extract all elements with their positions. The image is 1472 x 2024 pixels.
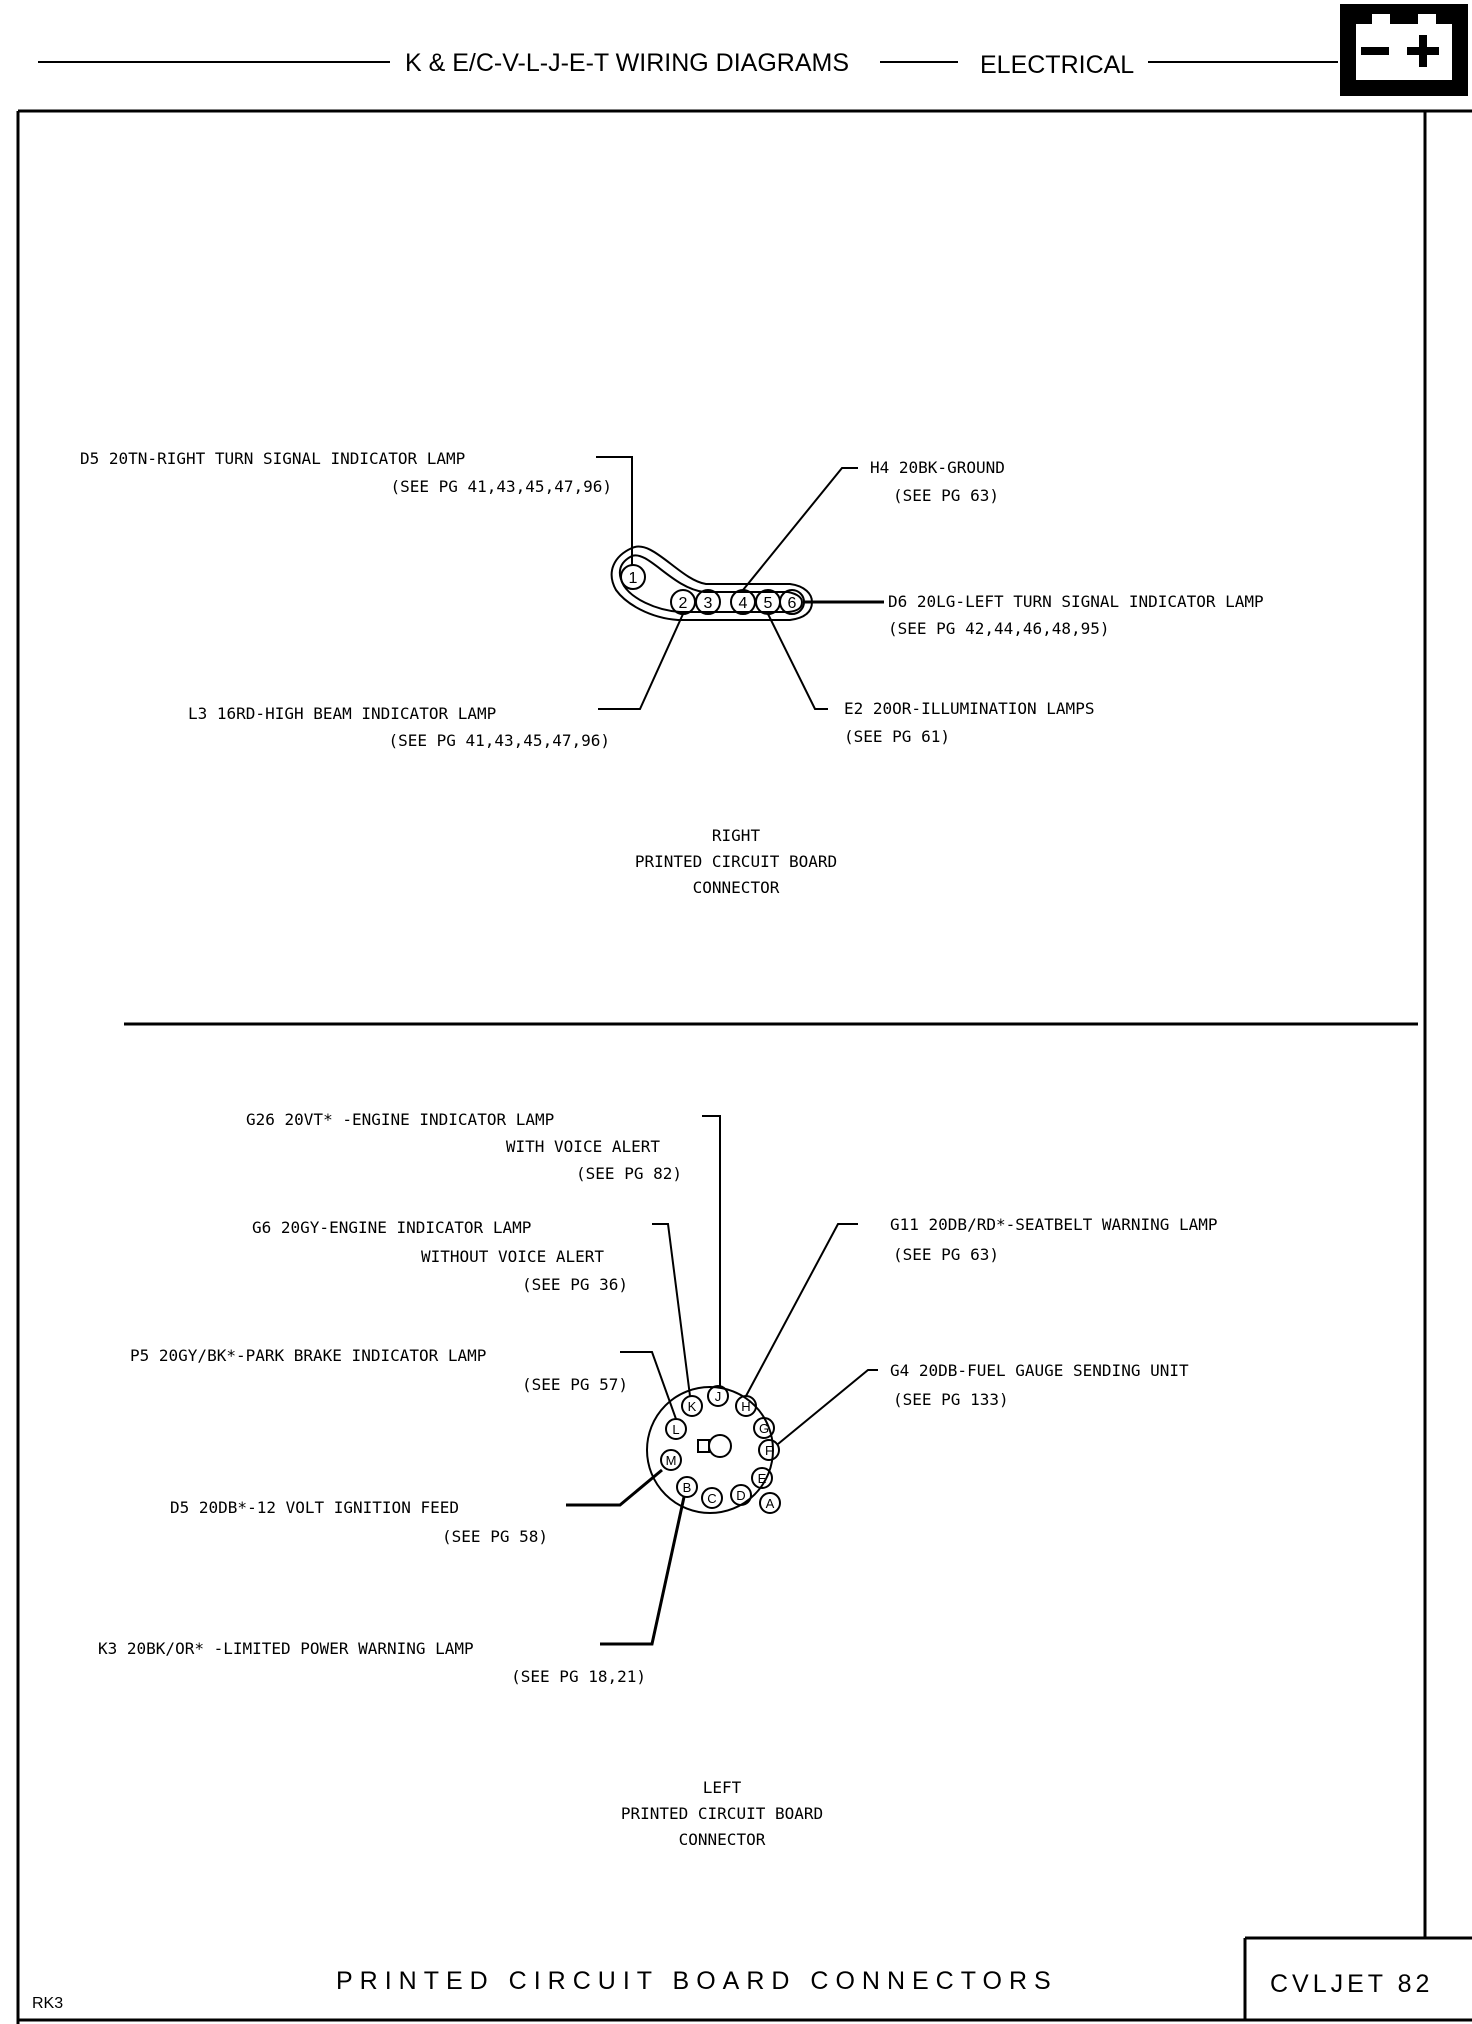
leader-d5-right-turn bbox=[596, 457, 632, 565]
right-label-l3-line2: (SEE PG 41,43,45,47,96) bbox=[388, 731, 610, 750]
leader-d5-ignition bbox=[566, 1470, 662, 1505]
left-label-g6-line2: WITHOUT VOICE ALERT bbox=[420, 1247, 604, 1266]
left-connector-body bbox=[647, 1386, 780, 1513]
left-connector-key-tab bbox=[698, 1440, 709, 1452]
left-pin-k-label: K bbox=[687, 1399, 697, 1414]
left-pin-c-label: C bbox=[707, 1491, 717, 1506]
footer-page: CVLJET 82 bbox=[1270, 1970, 1434, 1998]
left-connector-title-line3: CONNECTOR bbox=[678, 1830, 766, 1849]
left-connector-title-line1: LEFT bbox=[702, 1778, 742, 1797]
leader-g11-seatbelt bbox=[746, 1224, 858, 1396]
left-label-g4-line2: (SEE PG 133) bbox=[893, 1390, 1009, 1409]
left-label-g4-line1: G4 20DB-FUEL GAUGE SENDING UNIT bbox=[890, 1361, 1189, 1380]
leader-e2-illumination bbox=[768, 614, 828, 709]
right-label-d6-line2: (SEE PG 42,44,46,48,95) bbox=[888, 619, 1110, 638]
left-label-g11-line1: G11 20DB/RD*-SEATBELT WARNING LAMP bbox=[890, 1215, 1218, 1234]
right-label-d5-line1: D5 20TN-RIGHT TURN SIGNAL INDICATOR LAMP bbox=[80, 449, 466, 468]
left-label-p5-line1: P5 20GY/BK*-PARK BRAKE INDICATOR LAMP bbox=[130, 1346, 487, 1365]
left-pin-l-label: L bbox=[672, 1422, 680, 1437]
leader-k3-limited-power bbox=[600, 1497, 684, 1644]
left-label-g11-line2: (SEE PG 63) bbox=[893, 1245, 999, 1264]
header-title: K & E/C-V-L-J-E-T WIRING DIAGRAMS bbox=[405, 49, 850, 77]
right-pin-5-label: 5 bbox=[763, 595, 773, 612]
left-label-g26-line3: (SEE PG 82) bbox=[576, 1164, 682, 1183]
right-label-e2-line1: E2 20OR-ILLUMINATION LAMPS bbox=[844, 699, 1095, 718]
left-pin-b-label: B bbox=[682, 1480, 692, 1495]
leader-h4-ground bbox=[743, 468, 858, 590]
right-label-h4-line1: H4 20BK-GROUND bbox=[870, 458, 1005, 477]
left-pin-j-label: J bbox=[714, 1389, 722, 1404]
left-pin-a-label: A bbox=[765, 1496, 775, 1511]
left-pin-e-label: E bbox=[757, 1471, 767, 1486]
leader-l3-high-beam bbox=[598, 614, 683, 709]
left-connector-title-line2: PRINTED CIRCUIT BOARD bbox=[620, 1804, 824, 1823]
right-label-d6-line1: D6 20LG-LEFT TURN SIGNAL INDICATOR LAMP bbox=[888, 592, 1264, 611]
leader-g26-engine-voice bbox=[702, 1116, 720, 1386]
left-pin-f-label: F bbox=[765, 1443, 773, 1458]
left-pin-h-label: H bbox=[741, 1399, 751, 1414]
left-label-g6-line3: (SEE PG 36) bbox=[522, 1275, 628, 1294]
right-label-l3-line1: L3 16RD-HIGH BEAM INDICATOR LAMP bbox=[188, 704, 497, 723]
left-label-d5-line1: D5 20DB*-12 VOLT IGNITION FEED bbox=[170, 1498, 459, 1517]
left-label-d5-line2: (SEE PG 58) bbox=[442, 1527, 548, 1546]
left-label-p5-line2: (SEE PG 57) bbox=[522, 1375, 628, 1394]
right-pin-2-label: 2 bbox=[678, 595, 688, 612]
footer-code: RK3 bbox=[32, 1995, 64, 2012]
left-label-k3-line2: (SEE PG 18,21) bbox=[511, 1667, 646, 1686]
leader-g4-fuel-gauge bbox=[778, 1370, 878, 1444]
right-connector-title-line3: CONNECTOR bbox=[692, 878, 780, 897]
battery-icon bbox=[1340, 4, 1468, 96]
header-section: ELECTRICAL bbox=[980, 51, 1135, 79]
right-label-e2-line2: (SEE PG 61) bbox=[844, 727, 950, 746]
right-pin-4-label: 4 bbox=[738, 595, 748, 612]
right-label-d5-line2: (SEE PG 41,43,45,47,96) bbox=[390, 477, 612, 496]
left-label-k3-line1: K3 20BK/OR* -LIMITED POWER WARNING LAMP bbox=[98, 1639, 474, 1658]
right-pin-6-label: 6 bbox=[787, 595, 797, 612]
footer-title: PRINTED CIRCUIT BOARD CONNECTORS bbox=[336, 1967, 1058, 1995]
left-label-g26-line2: WITH VOICE ALERT bbox=[505, 1137, 660, 1156]
right-pin-3-label: 3 bbox=[703, 595, 713, 612]
leader-p5-park-brake bbox=[620, 1352, 676, 1419]
left-pin-g-label: G bbox=[758, 1421, 770, 1436]
left-connector-key bbox=[709, 1435, 731, 1457]
right-pin-1-label: 1 bbox=[628, 570, 638, 587]
right-connector-title-line2: PRINTED CIRCUIT BOARD bbox=[634, 852, 838, 871]
right-label-h4-line2: (SEE PG 63) bbox=[893, 486, 999, 505]
right-connector-body bbox=[612, 546, 812, 620]
left-label-g6-line1: G6 20GY-ENGINE INDICATOR LAMP bbox=[252, 1218, 532, 1237]
left-label-g26-line1: G26 20VT* -ENGINE INDICATOR LAMP bbox=[246, 1110, 555, 1129]
right-connector-title-line1: RIGHT bbox=[711, 826, 761, 845]
left-pin-d-label: D bbox=[736, 1488, 746, 1503]
left-pin-m-label: M bbox=[665, 1453, 677, 1468]
